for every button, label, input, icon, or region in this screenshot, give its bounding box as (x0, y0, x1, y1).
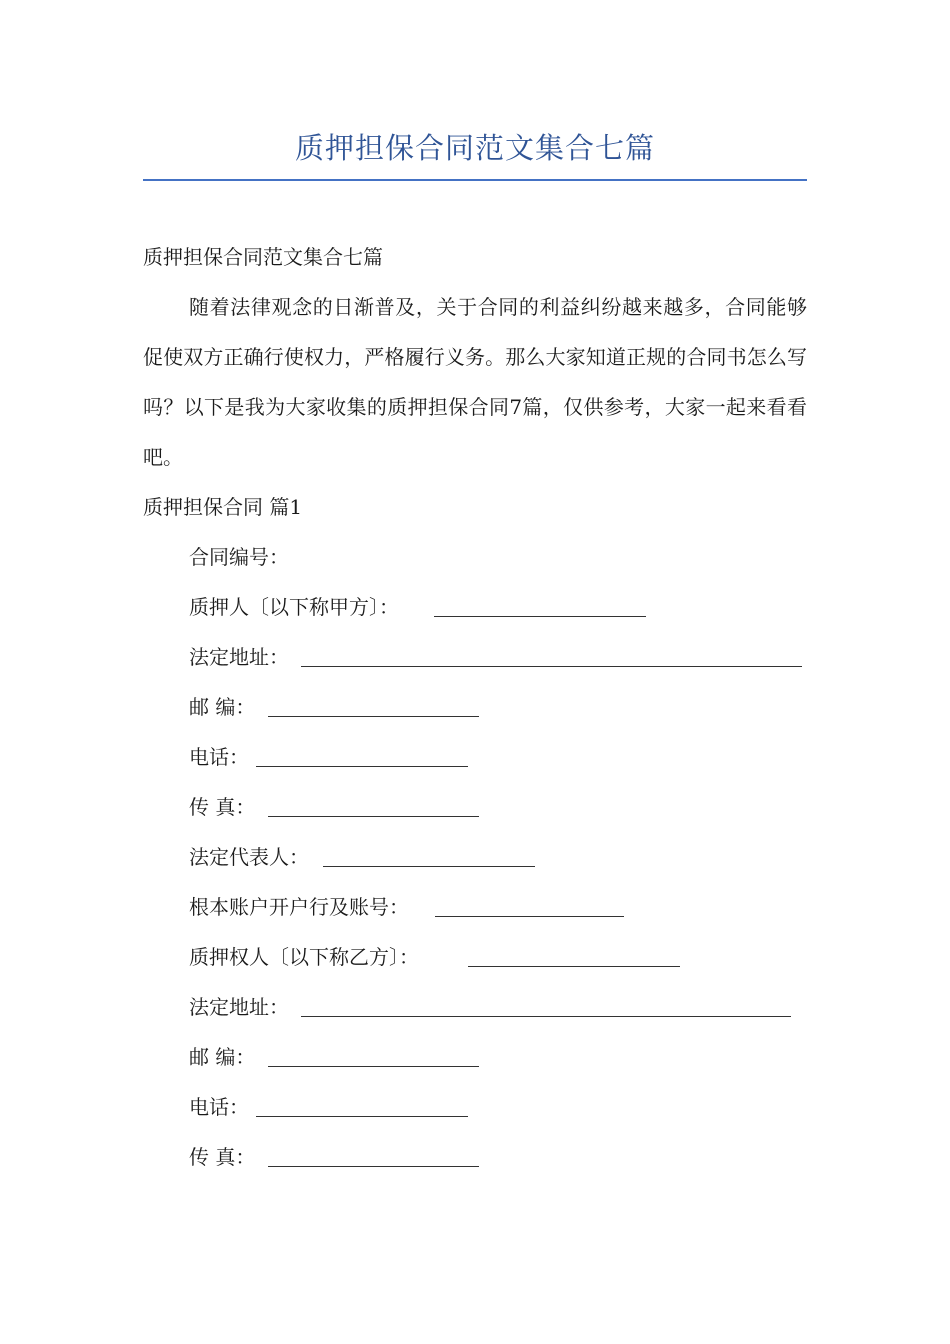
legal-representative-label: 法定代表人： (189, 845, 309, 869)
pledgor-postcode-blank[interactable] (268, 716, 479, 717)
pledgee-address-blank[interactable] (301, 1016, 791, 1017)
bank-account-label: 根本账户开户行及账号： (189, 895, 409, 919)
pledgee-postcode-label: 邮 编： (189, 1045, 256, 1069)
intro-paragraph: 随着法律观念的日渐普及，关于合同的利益纠纷越来越多，合同能够促使双方正确行使权力，严格履行义务。那么大家知道正规的合同书怎么写吗？以下是我为大家收集的质押担保合同7篇，仅供参考，大家一起来看看吧。 (143, 295, 807, 469)
pledgor-blank[interactable] (434, 616, 646, 617)
pledgee-phone-blank[interactable] (256, 1116, 468, 1117)
pledgee-postcode-blank[interactable] (268, 1066, 479, 1067)
pledgee-label: 质押权人〔以下称乙方〕： (189, 945, 419, 969)
pledgor-fax-blank[interactable] (268, 816, 479, 817)
pledgee-address-label: 法定地址： (189, 995, 289, 1019)
pledgor-label: 质押人〔以下称甲方〕： (189, 595, 399, 619)
pledgee-phone-label: 电话： (189, 1095, 249, 1119)
pledgor-address-blank[interactable] (301, 666, 802, 667)
document-subtitle: 质押担保合同范文集合七篇 (143, 245, 383, 269)
pledgor-address-label: 法定地址： (189, 645, 289, 669)
pledgee-fax-label: 传 真： (189, 1145, 256, 1169)
contract-number-label: 合同编号： (189, 545, 289, 569)
bank-account-blank[interactable] (435, 916, 624, 917)
document-title: 质押担保合同范文集合七篇 (294, 131, 655, 165)
pledgor-postcode-label: 邮 编： (189, 695, 256, 719)
section-heading: 质押担保合同 篇1 (143, 495, 303, 519)
pledgor-phone-label: 电话： (189, 745, 249, 769)
pledgor-fax-label: 传 真： (189, 795, 256, 819)
pledgee-blank[interactable] (468, 966, 680, 967)
pledgee-fax-blank[interactable] (268, 1166, 479, 1167)
pledgor-phone-blank[interactable] (256, 766, 468, 767)
title-underline (143, 179, 807, 181)
legal-representative-blank[interactable] (323, 866, 535, 867)
